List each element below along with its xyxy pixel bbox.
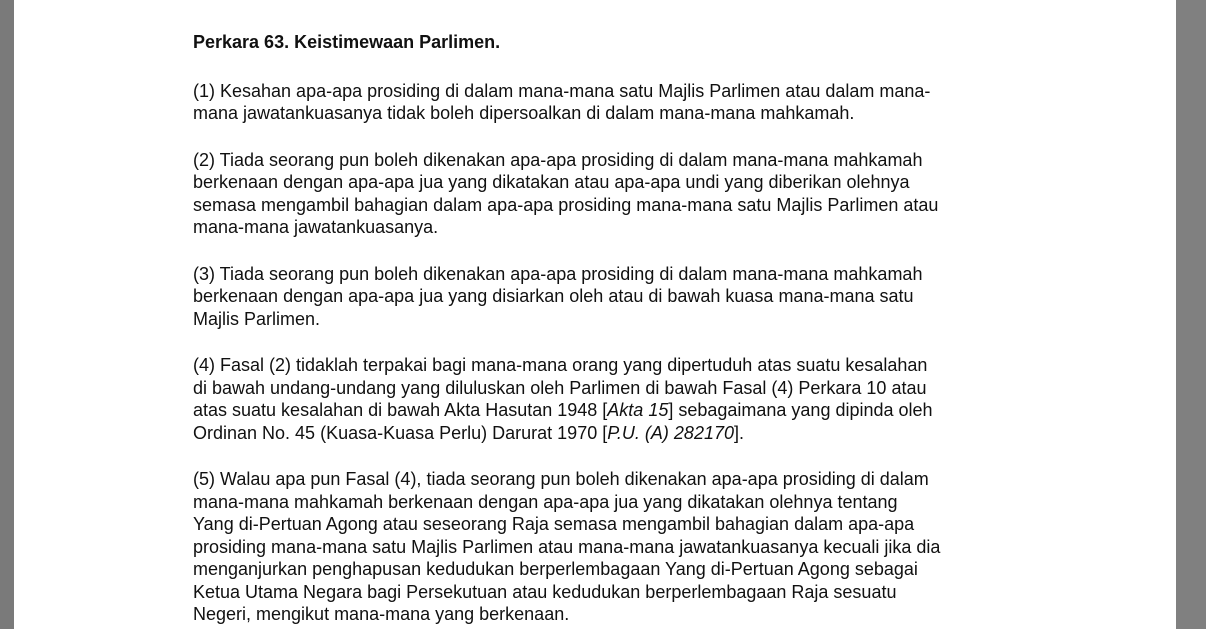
- text-line: [193, 399, 1033, 422]
- clause-3-paragraph: [193, 263, 1033, 331]
- text-line: berkenaan dengan apa-apa jua yang dikatakan atau apa-apa undi yang diberikan olehnya: [193, 172, 910, 192]
- clause-5-paragraph: [193, 468, 1033, 626]
- text-line: berkenaan dengan apa-apa jua yang disiarkan oleh atau di bawah kuasa mana-mana satu: [193, 286, 914, 306]
- text-line: menganjurkan penghapusan kedudukan berperlembagaan Yang di-Pertuan Agong sebagai: [193, 559, 918, 579]
- clause-4-paragraph: [193, 354, 1033, 444]
- text-line: (3) Tiada seorang pun boleh dikenakan apa-apa prosiding di dalam mana-mana mahkamah: [193, 263, 923, 284]
- act-citation: Akta 15: [607, 400, 669, 420]
- text-line: mana-mana mahkamah berkenaan dengan apa-apa jua yang dikatakan olehnya tentang: [193, 491, 898, 512]
- text-line: Yang di-Pertuan Agong atau seseorang Raja semasa mengambil bahagian dalam apa-apa: [193, 514, 915, 534]
- text-segment: ] sebagaimana yang dipinda oleh: [668, 400, 933, 420]
- text-line: (5) Walau apa pun Fasal (4), tiada seorang pun boleh dikenakan apa-apa prosiding di dalam: [193, 469, 929, 489]
- document-page: [14, 0, 1176, 629]
- text-segment: Ordinan No. 45 (Kuasa-Kuasa Perlu) Darurat 1970 [: [193, 422, 608, 443]
- text-line: (4) Fasal (2) tidaklah terpakai bagi mana-mana orang yang dipertuduh atas suatu kesalahan: [193, 355, 928, 375]
- text-line: mana-mana jawatankuasanya.: [193, 217, 439, 237]
- text-line: Negeri, mengikut mana-mana yang berkenaan.: [193, 604, 570, 624]
- article-heading: Perkara 63. Keistimewaan Parlimen.: [193, 32, 501, 52]
- text-segment: atas suatu kesalahan di bawah Akta Hasutan 1948 [: [193, 400, 608, 420]
- text-line: Majlis Parlimen.: [193, 308, 321, 329]
- text-line: [193, 422, 1033, 445]
- text-segment: ].: [733, 422, 744, 443]
- text-line: di bawah undang-undang yang diluluskan oleh Parlimen di bawah Fasal (4) Perkara 10 atau: [193, 377, 927, 398]
- text-line: (2) Tiada seorang pun boleh dikenakan apa-apa prosiding di dalam mana-mana mahkamah: [193, 149, 923, 170]
- pu-citation: P.U. (A) 282170: [607, 422, 734, 443]
- text-line: Ketua Utama Negara bagi Persekutuan atau kedudukan berperlembagaan Raja sesuatu: [193, 581, 897, 602]
- document-content: [193, 31, 1033, 629]
- clause-2-paragraph: [193, 149, 1033, 239]
- text-line: mana jawatankuasanya tidak boleh dipersoalkan di dalam mana-mana mahkamah.: [193, 103, 855, 123]
- text-line: semasa mengambil bahagian dalam apa-apa prosiding mana-mana satu Majlis Parlimen atau: [193, 194, 939, 215]
- clause-1-paragraph: [193, 80, 1033, 125]
- text-line: prosiding mana-mana satu Majlis Parlimen atau mana-mana jawatankuasanya kecuali jika dia: [193, 536, 941, 557]
- viewer-scrollbar-track[interactable]: [1176, 0, 1206, 629]
- text-line: (1) Kesahan apa-apa prosiding di dalam mana-mana satu Majlis Parlimen atau dalam mana-: [193, 80, 931, 101]
